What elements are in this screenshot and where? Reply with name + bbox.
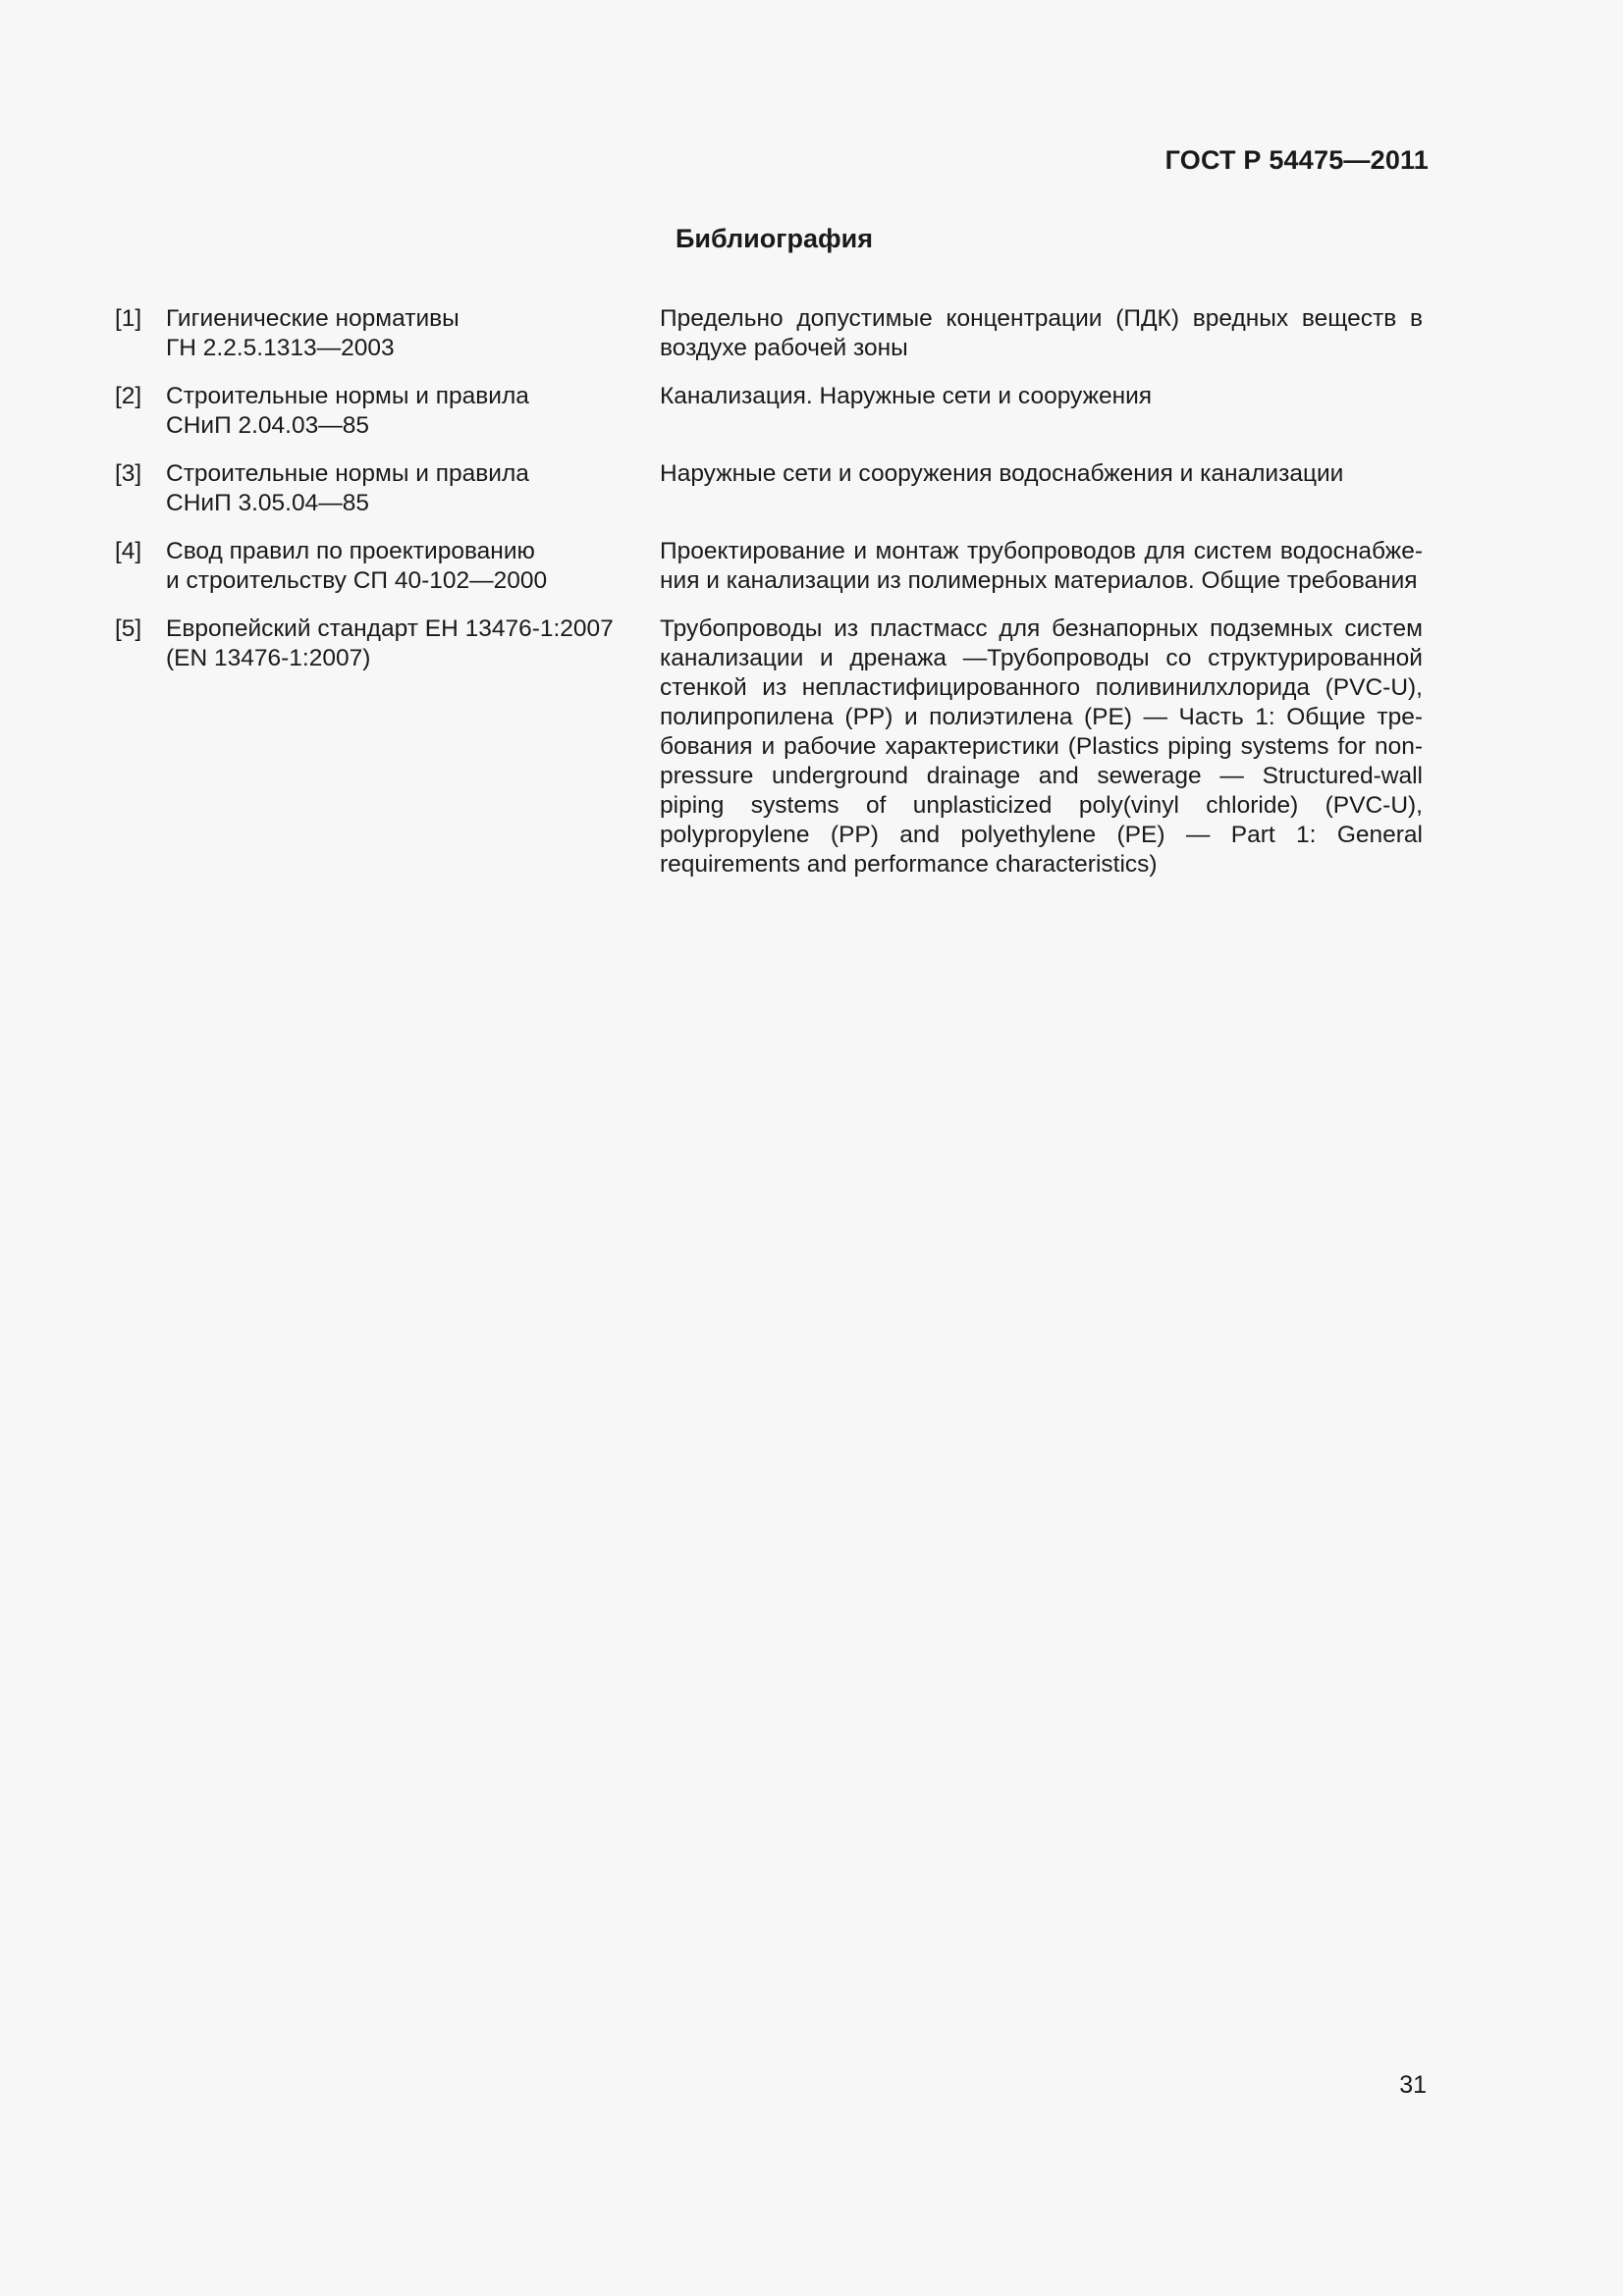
- entry-number: [1]: [115, 305, 142, 332]
- entry-number: [2]: [115, 383, 142, 409]
- entry-source-line: ГН 2.2.5.1313—2003: [166, 335, 395, 361]
- entry-source-line: Европейский стандарт ЕН 13476-1:2007: [166, 615, 614, 642]
- bibliography-entry: [115, 614, 1423, 880]
- section-title: Библиография: [676, 224, 873, 253]
- entry-source: [166, 537, 660, 596]
- entry-source: [166, 382, 660, 441]
- entry-number: [4]: [115, 538, 142, 564]
- entry-title: Трубопроводы из пластмасс для безнапорных подземных систем канализации и дренажа —Трубопроводы со структурированной стенкой из непластифицированного поливинилхлорида (PVC-U), полипропилена (PP) и полиэтилена (PE) — Часть 1: Общие требования и рабочие характеристики (Plastics piping systems for non-pressure underground drainage and sewerage — Structured-wall piping systems of unplasticized poly(vinyl chloride) (PVC-U), polypropylene (PP) and polyethylene (PE) — Part 1: General requirements and performance characteristics): [660, 615, 1423, 878]
- document-code: ГОСТ Р 54475—2011: [1164, 145, 1429, 175]
- entry-source-line: СНиП 3.05.04—85: [166, 490, 369, 516]
- entry-title: Наружные сети и сооружения водоснабжения и канализации: [660, 460, 1344, 487]
- entry-source: [166, 614, 660, 880]
- bibliography-entry: [115, 382, 1423, 441]
- entry-source-line: Свод правил по проектированию: [166, 538, 535, 564]
- entry-number: [5]: [115, 615, 142, 642]
- entry-source: [166, 304, 660, 363]
- entry-source-line: Строительные нормы и правила: [166, 383, 529, 409]
- entry-title: Проектирование и монтаж трубопроводов для систем водоснабжения и канализации из полимерных материалов. Общие требования: [660, 538, 1423, 594]
- entry-source-line: СНиП 2.04.03—85: [166, 412, 369, 439]
- entry-source-line: и строительству СП 40-102—2000: [166, 567, 548, 594]
- entry-source-line: Строительные нормы и правила: [166, 460, 529, 487]
- page-number: 31: [1399, 2071, 1427, 2099]
- bibliography-entry: [115, 304, 1423, 363]
- entry-source-line: (EN 13476-1:2007): [166, 645, 371, 671]
- entry-source: [166, 459, 660, 518]
- entry-number: [3]: [115, 460, 142, 487]
- bibliography-entry: [115, 459, 1423, 518]
- bibliography-entry: [115, 537, 1423, 596]
- entry-title: Предельно допустимые концентрации (ПДК) вредных веществ в воздухе рабочей зоны: [660, 305, 1423, 361]
- bibliography-list: [115, 304, 1423, 898]
- entry-title: Канализация. Наружные сети и сооружения: [660, 383, 1153, 409]
- entry-source-line: Гигиенические нормативы: [166, 305, 460, 332]
